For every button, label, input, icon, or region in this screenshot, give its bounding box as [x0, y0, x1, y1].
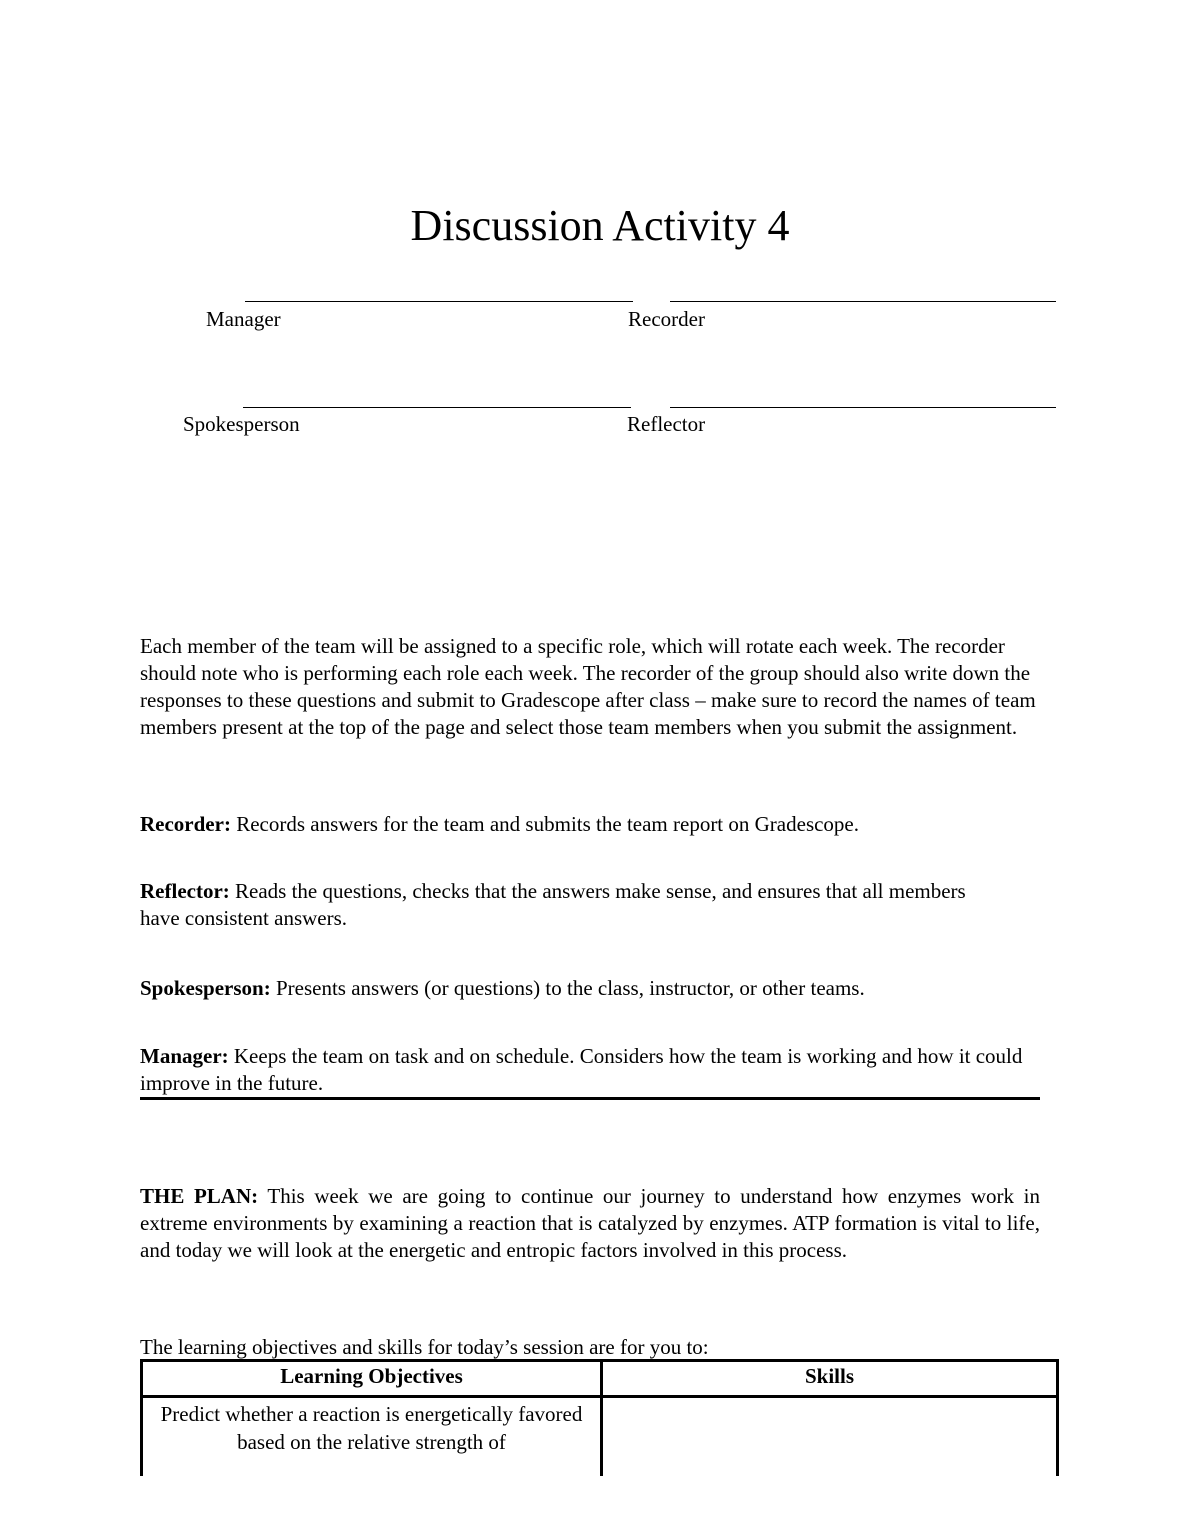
manager-label: Manager: [206, 307, 281, 331]
recorder-description: [140, 811, 1040, 838]
spokesperson-description: [140, 975, 1040, 1002]
skills-header: Skills: [602, 1361, 1058, 1397]
objectives-intro: The learning objectives and skills for today’s session are for you to:: [140, 1335, 709, 1359]
recorder-label: Recorder: [628, 307, 705, 331]
spokesperson-label: Spokesperson: [183, 412, 300, 436]
plan-paragraph: [140, 1183, 1040, 1264]
reflector-label: Reflector: [627, 412, 706, 436]
manager-description-text: Keeps the team on task and on schedule. Considers how the team is working and how it could improve in the future.: [140, 1044, 1023, 1095]
intro-paragraph: Each member of the team will be assigned to a specific role, which will rotate each week. The recorder should note who is performing each role each week. The recorder of the group should also write down the responses to these questions and submit to Gradescope after class – make sure to record the names of team members present at the top of the page and select those team members when you submit the assignment.: [140, 634, 1036, 739]
reflector-description-label: Reflector:: [140, 879, 230, 903]
section-divider: [140, 1097, 1040, 1100]
manager-signature-line: [245, 301, 633, 302]
recorder-signature-line: [670, 301, 1056, 302]
plan-text: This week we are going to continue our journey to understand how enzymes work in extreme environments by examining a reaction that is catalyzed by enzymes. ATP formation is vital to life, and today we will look at the energetic and entropic factors involved in this process.: [140, 1184, 1040, 1262]
reflector-signature-line: [670, 407, 1056, 408]
recorder-description-label: Recorder:: [140, 812, 231, 836]
manager-description: [140, 1043, 1040, 1097]
table-row: [142, 1397, 1058, 1477]
learning-objectives-header: Learning Objectives: [142, 1361, 602, 1397]
skill-cell: [602, 1397, 1058, 1477]
recorder-description-text: Records answers for the team and submits the team report on Gradescope.: [230, 812, 860, 836]
page-title: Discussion Activity 4: [410, 201, 790, 250]
objectives-table: [140, 1359, 1059, 1476]
objective-cell: Predict whether a reaction is energetically favored based on the relative strength of: [142, 1397, 602, 1477]
reflector-description-text: Reads the questions, checks that the answers make sense, and ensures that all members have consistent answers.: [140, 879, 966, 930]
manager-description-label: Manager:: [140, 1044, 229, 1068]
spokesperson-description-text: Presents answers (or questions) to the class, instructor, or other teams.: [270, 976, 865, 1000]
spokesperson-description-label: Spokesperson:: [140, 976, 271, 1000]
reflector-description: [140, 878, 1010, 932]
table-header-row: [142, 1361, 1058, 1397]
plan-label: THE PLAN:: [140, 1184, 259, 1208]
spokesperson-signature-line: [243, 407, 631, 408]
